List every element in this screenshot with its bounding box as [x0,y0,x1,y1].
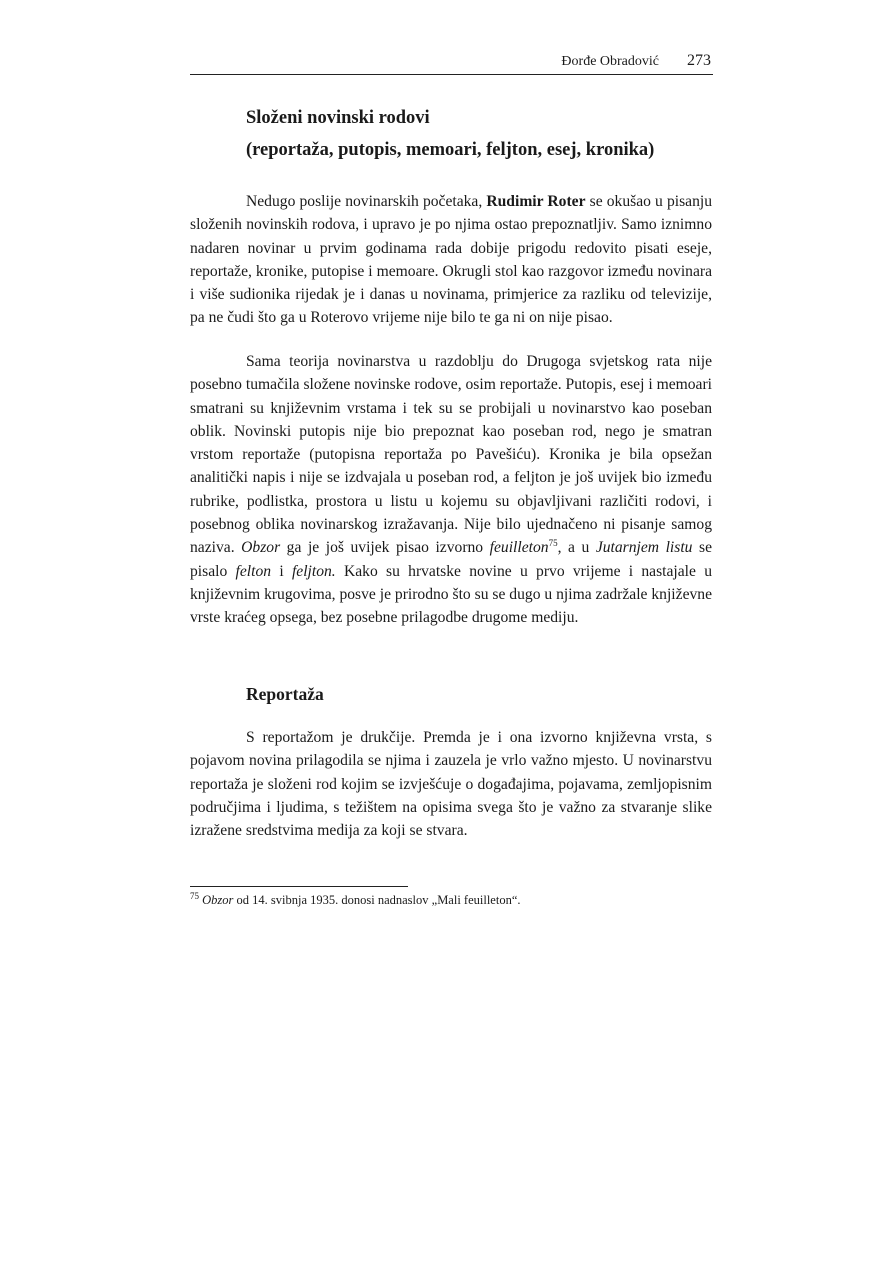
p1-text-start: Nedugo poslije novinarskih početaka, [246,193,487,210]
footnote-number: 75 [190,890,199,901]
p1-bold-name: Rudimir Roter [486,193,586,210]
p2-italic-felton: felton [235,562,272,580]
header-author: Đorđe Obradović [561,54,659,69]
paragraph-3 [190,726,712,842]
footnote-ref[interactable]: 75 [548,538,558,549]
p2-text-4: se pisalo [190,539,712,580]
footnote [190,890,521,908]
footnote-text: od 14. svibnja 1935. donosi nadnaslov „Mali feuilleton“. [233,893,521,907]
p2-italic-obzor: Obzor [241,539,281,557]
p2-text-6: Kako su hrvatske novine u prvo vrijeme i nastajale u književnim krugovima, posve je prirodno što su se dugo u njima zadržale književne vrste kraćeg opsega, bez posebne prilagodbe drugome mediju. [190,562,713,627]
p2-italic-feljton: feljton. [291,562,336,580]
p2-text-5: i [271,562,292,580]
p2-text-1: Sama teorija novinarstva u razdoblju do Drugoga svjetskog rata nije posebno tumačila složene novinske rodove, osim reportaže. Putopis, esej i memoari smatrani su književnim vrstama i tek su se probijali u novinarstvo kao poseban oblik. Novinski putopis nije bio prepoznat kao poseban rod, nego je smatran vrstom reportaže (putopisna reportaža po Pavešiću). Kronika je bila opsežan analitički napis i nije se izdvajala u poseban rod, a feljton je još uvijek bio između rubrike, podlistka, prostora u listu u kojemu su objavljivani različiti rodovi, i posebnog oblika novinarskog izražavanja. Nije bilo ujednačeno ni pisanje samog naziva. [190,353,712,557]
paragraph-1 [190,190,712,330]
p2-italic-feuilleton: feuilleton [489,539,549,557]
p2-italic-jutarnji: Jutarnjem listu [595,539,693,557]
paragraph-2 [190,350,712,630]
page-number: 273 [687,52,711,69]
running-header [190,52,713,75]
p3-text: S reportažom je drukčije. Premda je i ona izvorno književna vrsta, s pojavom novina prilagodila se njima i zauzela je vrlo važno mjesto. U novinarstvu reportaža je složeni rod kojim se izvješćuje o događajima, pojavama, zemljopisnim područjima i ljudima, s težištem na opisima svega što je važno za stvaranje slike izražene sredstvima medija za koji se stvara. [190,729,712,840]
footnote-divider [190,886,408,887]
p1-text-end: se okušao u pisanju složenih novinskih rodova, i upravo je po njima ostao prepoznatljiv. Samo iznimno nadaren novinar u prvim godinama rada dobije prigodu redovito pisati eseje, reportaže, kronike, putopise i memoare. Okrugli stol kao razgovor između novinara i više sudionika rijedak je i danas u novinama, primjerice za razliku od televizije, pa ne čudi što ga u Roterovo vrijeme nije bilo te ga ni on nije pisao. [190,193,712,327]
p2-text-2: ga je još uvijek pisao izvorno [280,539,490,557]
p2-text-3: , a u [557,539,596,557]
section-subtitle: (reportaža, putopis, memoari, feljton, esej, kronika) [246,140,655,160]
footnote-italic: Obzor [202,893,234,907]
section-title: Složeni novinski rodovi [246,108,430,128]
subsection-title: Reportaža [246,684,324,704]
